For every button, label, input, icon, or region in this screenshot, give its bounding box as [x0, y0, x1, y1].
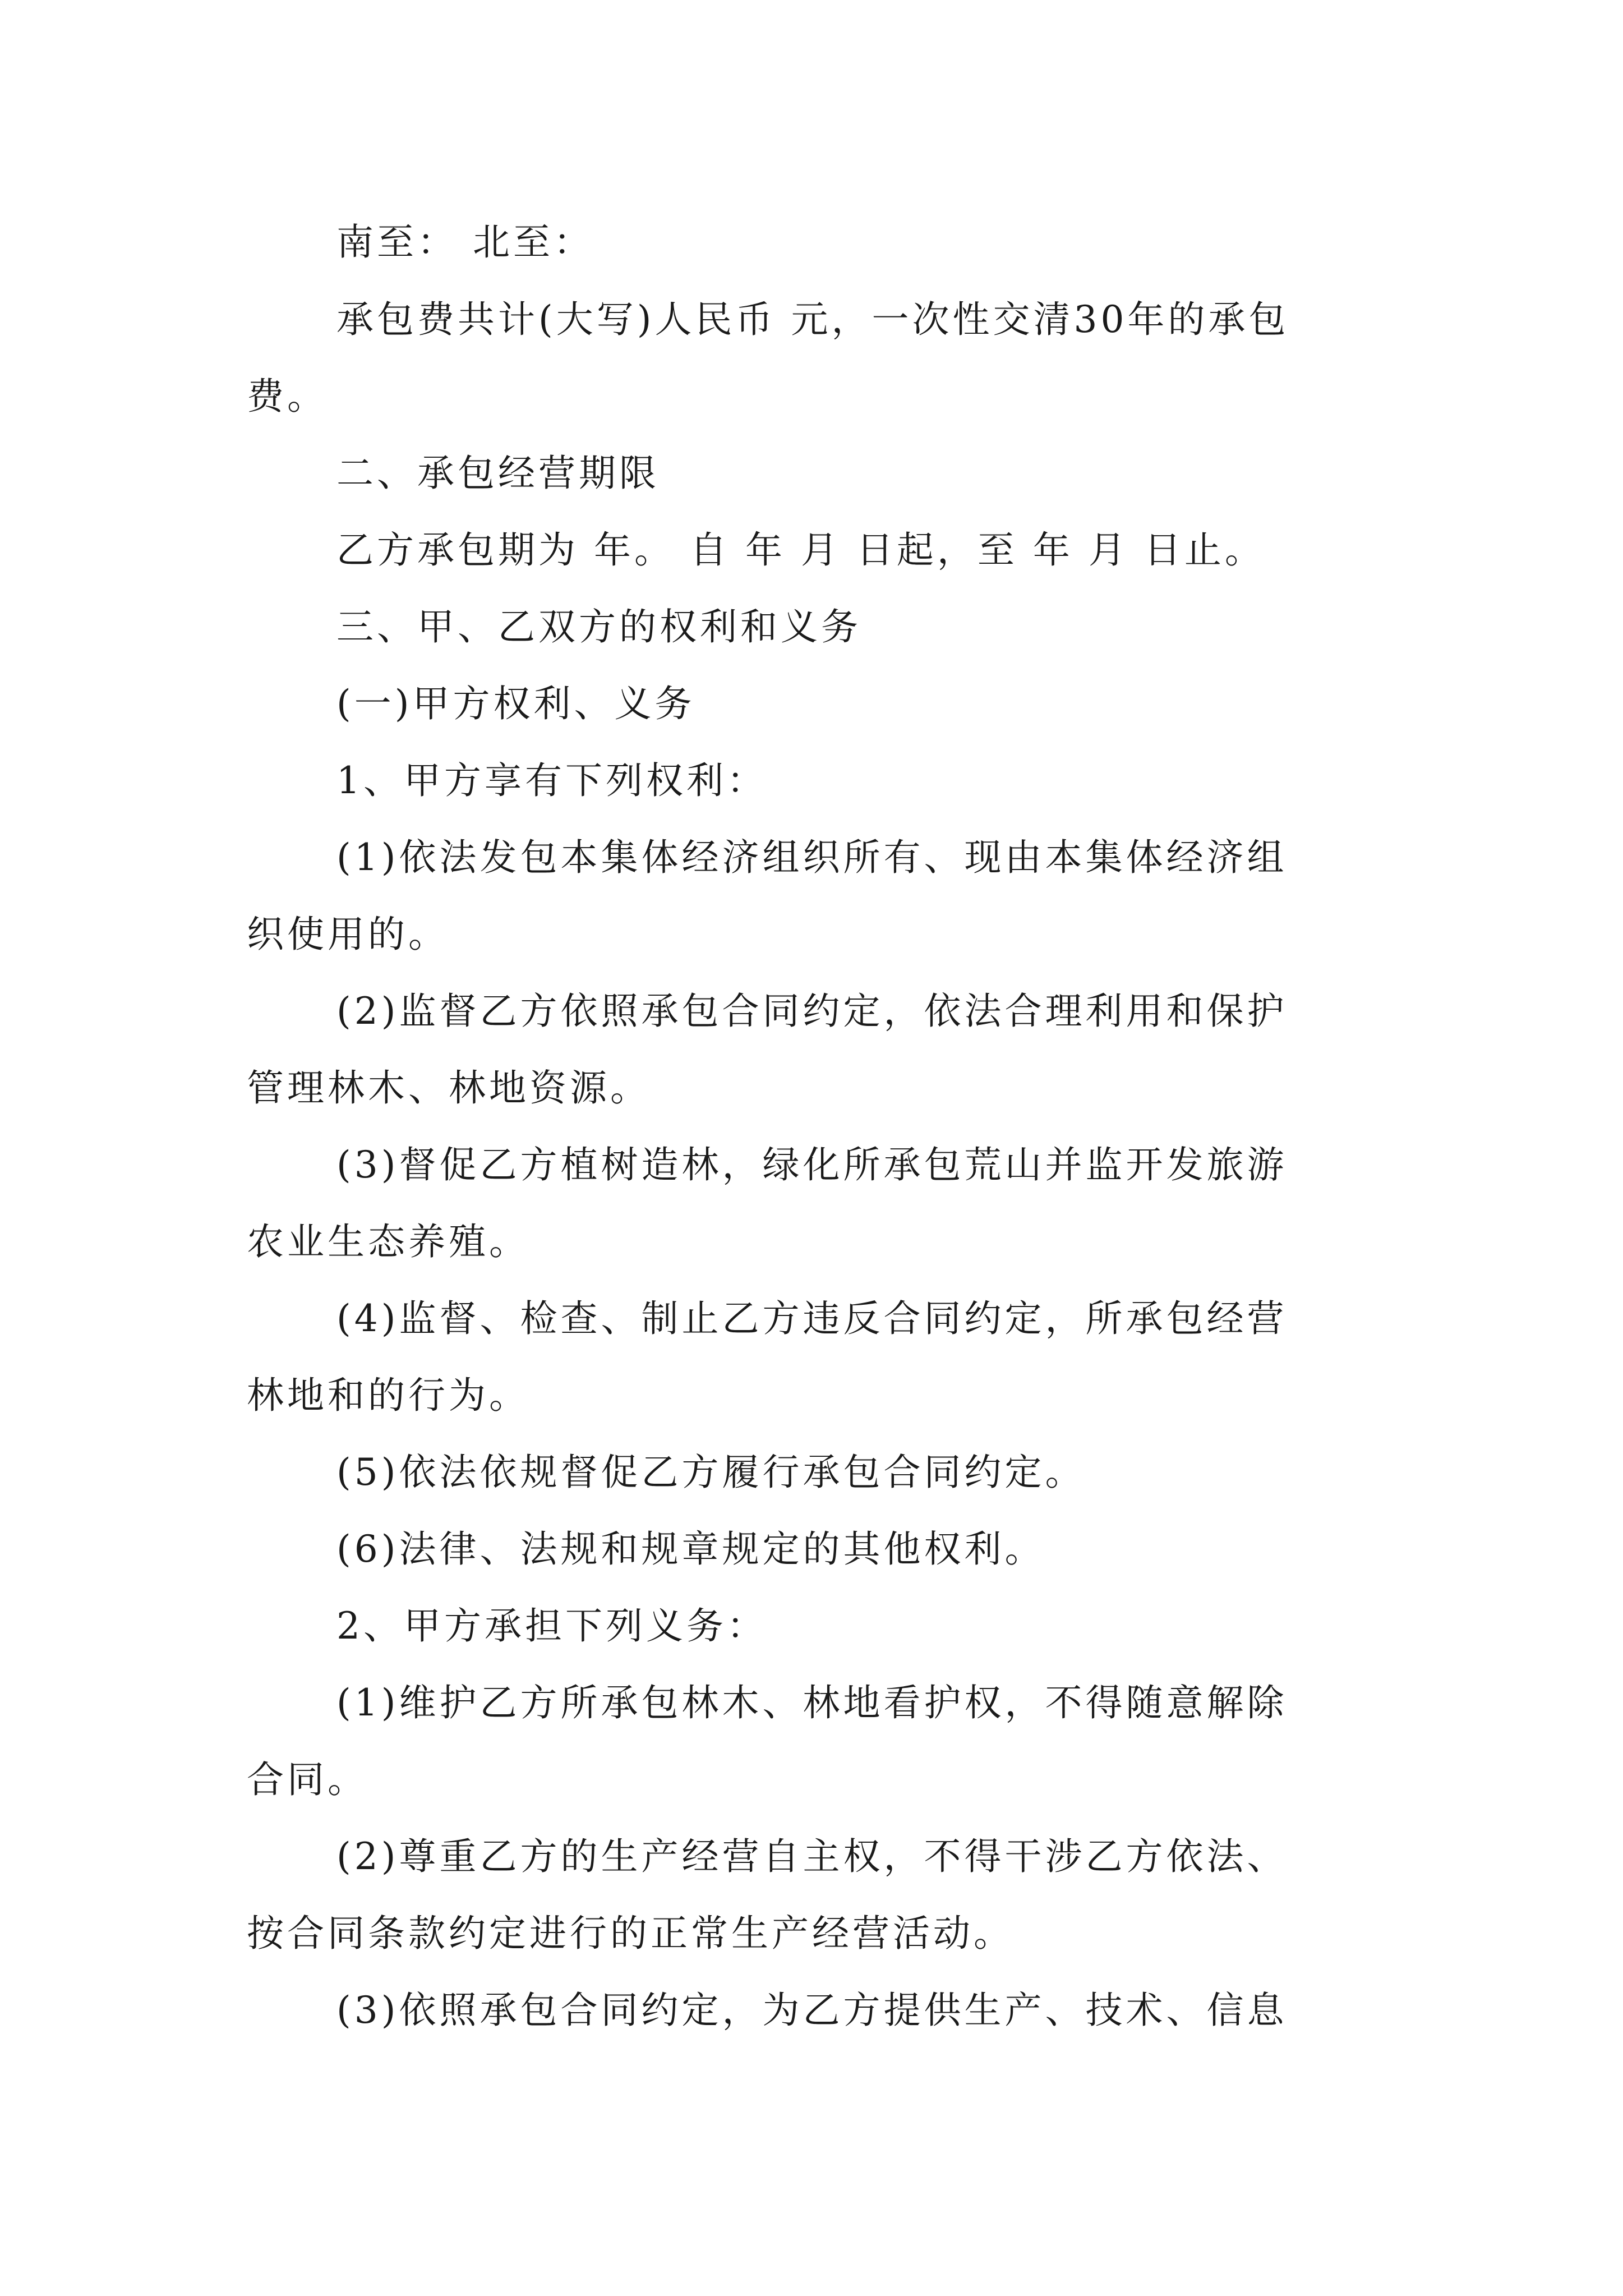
text-line: 2、甲方承担下列义务：	[336, 1604, 767, 1648]
text-line: (1)维护乙方所承包林木、林地看护权，不得随意解除	[336, 1681, 1288, 1724]
text-line: 承包费共计(大写)人民币 元，一次性交清30年的承包	[336, 298, 1289, 341]
text-line: 管理林木、林地资源。	[247, 1066, 651, 1110]
text-line: 南至： 北至：	[336, 220, 594, 264]
text-line: 按合同条款约定进行的正常生产经营活动。	[247, 1912, 1014, 1955]
text-line: (3)依照承包合同约定，为乙方提供生产、技术、信息	[336, 1989, 1288, 2032]
text-line: 农业生态养殖。	[247, 1220, 529, 1263]
text-line: (5)依法依规督促乙方履行承包合同约定。	[336, 1451, 1086, 1494]
text-line: 乙方承包期为 年。 自 年 月 日起，至 年 月 日止。	[336, 528, 1265, 572]
section-heading: 二、承包经营期限	[336, 452, 660, 495]
subsection-heading: (一)甲方权利、义务	[336, 682, 695, 725]
text-line: (3)督促乙方植树造林，绿化所承包荒山并监开发旅游	[336, 1143, 1288, 1186]
text-line: (2)监督乙方依照承包合同约定，依法合理利用和保护	[336, 990, 1288, 1033]
text-line: 林地和的行为。	[247, 1374, 529, 1417]
text-line: (2)尊重乙方的生产经营自主权，不得干涉乙方依法、	[336, 1835, 1288, 1878]
section-heading: 三、甲、乙双方的权利和义务	[336, 605, 861, 648]
text-line: (1)依法发包本集体经济组织所有、现由本集体经济组	[336, 836, 1288, 879]
text-line: 织使用的。	[247, 913, 449, 956]
text-line: 1、甲方享有下列权利：	[336, 759, 767, 802]
text-line: (6)法律、法规和规章规定的其他权利。	[336, 1527, 1045, 1571]
text-line: 费。	[247, 375, 328, 418]
text-line: 合同。	[247, 1758, 368, 1801]
text-line: (4)监督、检查、制止乙方违反合同约定，所承包经营	[336, 1297, 1288, 1340]
